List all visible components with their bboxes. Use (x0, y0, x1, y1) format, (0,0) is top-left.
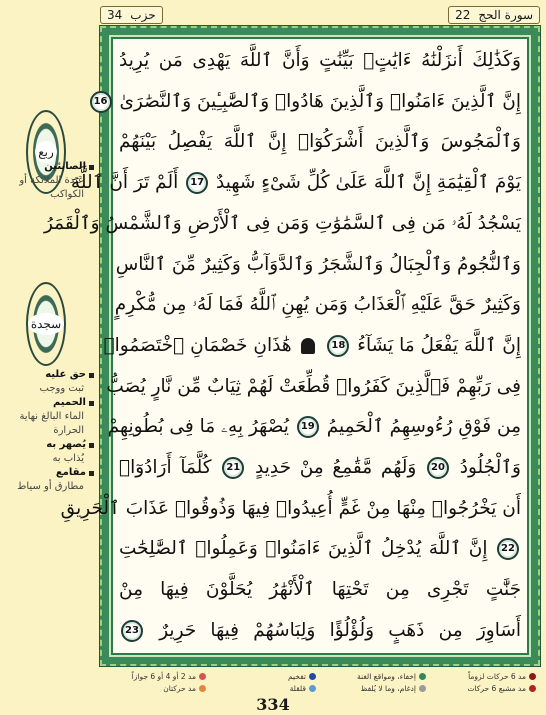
text-line (119, 448, 521, 488)
verse-text: كُلَّمَآ أَرَادُوٓا۟ (119, 457, 212, 479)
legend-item (320, 682, 430, 694)
legend-color-dot-icon (419, 673, 426, 680)
legend-label: مد 6 حركات لزوماً (468, 671, 526, 681)
note-term (4, 438, 94, 452)
page-number: 334 (256, 695, 290, 714)
hizb-box (100, 6, 163, 24)
text-line (119, 529, 521, 569)
verse-text: وَٱلنُّجُومُ وَٱلْجِبَالُ وَٱلشَّجَرُ وَٱلدَّوَآبُّ وَكَثِيرٌ مِّنَ ٱلنَّاسِ (115, 253, 521, 275)
legend-color-dot-icon (529, 673, 536, 680)
legend-label: إخفاء، ومواقع الغنة (357, 671, 416, 681)
legend-color-dot-icon (309, 673, 316, 680)
note-term (4, 368, 94, 382)
surah-label: سورة الحج (478, 8, 533, 22)
note-gloss: مطارق أو سياط (17, 481, 84, 492)
note-gloss: ثبت ووجب (39, 383, 84, 394)
note-term (4, 396, 94, 410)
note-term (4, 466, 94, 480)
verse-text: أَلَمْ تَرَ أَنَّ ٱللَّهَ (70, 172, 179, 194)
ayah-number-marker: 21 (222, 457, 244, 479)
note-term-text: يُصهر به (46, 439, 86, 450)
note-gloss: يُذاب به (52, 453, 84, 464)
verse-text: يَوْمَ ٱلْقِيَٰمَةِ إِنَّ ٱللَّهَ عَلَىٰ كُلِّ شَىْءٍ شَهِيدٌ (216, 172, 521, 194)
ayah-number-marker: 22 (497, 538, 519, 560)
note-gloss: عَبَدة الملائكة أو الكواكب (19, 175, 84, 200)
legend-label: مد مشبع 6 حركات (467, 683, 526, 693)
text-line (106, 367, 521, 407)
ayah-number-marker: 17 (186, 172, 208, 194)
text-line (119, 41, 521, 81)
page-margin (0, 26, 96, 666)
verse-text: يَسْجُدُ لَهُۥ مَن فِى ٱلسَّمَٰوَٰتِ وَمَن فِى ٱلْأَرْضِ وَٱلشَّمْسُ وَٱلْقَمَرُ (43, 212, 521, 234)
sajda-icon (301, 338, 315, 354)
text-line (60, 489, 521, 529)
note-term-text: حق عليه (45, 369, 86, 380)
legend-label: إدغام، وما لا يُلفظ (360, 683, 416, 693)
verse-text: هَٰذَانِ خَصْمَانِ ٱخْتَصَمُوا۟ (103, 334, 292, 356)
verse-text: جَنَّٰتٍ تَجْرِى مِن تَحْتِهَا ٱلْأَنْهَٰرُ يُحَلَّوْنَ فِيهَا مِنْ (119, 579, 521, 601)
hizb-number: 34 (107, 8, 123, 22)
quarter-marker-label: ربع (35, 141, 57, 163)
note-gloss: الماء البالغ نهاية الحرارة (19, 411, 84, 436)
verse-text: وَٱلْمَجُوسَ وَٱلَّذِينَ أَشْرَكُوٓا۟ إِنَّ ٱللَّهَ يَفْصِلُ بَيْنَهُمْ (119, 131, 521, 153)
legend-item (210, 682, 320, 694)
legend-label: مد 2 أو 4 أو 6 جوازاً (131, 671, 196, 681)
text-line (119, 570, 521, 610)
legend-color-dot-icon (309, 685, 316, 692)
note-term-text: الحميم (52, 397, 86, 408)
verse-text: وَكَثِيرٌ حَقَّ عَلَيْهِ ٱلْعَذَابُ وَمَن يُهِنِ ٱللَّهُ فَمَا لَهُۥ مِن مُّكْرِمٍ (114, 294, 521, 316)
page-header (100, 4, 540, 26)
sajda-marker-label: سجدة (28, 313, 64, 335)
verse-text: مِن فَوْقِ رُءُوسِهِمُ ٱلْحَمِيمُ (326, 416, 521, 438)
verse-text: وَكَذَٰلِكَ أَنزَلْنَٰهُ ءَايَٰتٍۭ بَيِّنَٰتٍ وَأَنَّ ٱللَّهَ يَهْدِى مَن يُرِيدُ (119, 50, 521, 71)
verse-text: وَلَهُم مَّقَٰمِعُ مِنْ حَدِيدٍ (255, 457, 417, 479)
text-line (43, 204, 521, 244)
verse-text: يُصْهَرُ بِهِۦ مَا فِى بُطُونِهِمْ (107, 416, 289, 438)
legend-label: مد حركتان (163, 683, 196, 693)
tajweed-legend (100, 670, 540, 694)
margin-notes-bottom (4, 368, 94, 494)
hizb-label: حزب (130, 8, 156, 22)
text-line (115, 245, 521, 285)
text-line (119, 122, 521, 162)
verse-text: إِنَّ ٱللَّهَ يَفْعَلُ مَا يَشَآءُ (357, 334, 521, 356)
ayah-number-marker: 16 (90, 91, 112, 113)
legend-item (210, 670, 320, 682)
text-line (114, 285, 521, 325)
verse-text: أَسَاوِرَ مِن ذَهَبٍ وَلُؤْلُؤًا وَلِبَاسُهُمْ فِيهَا حَرِيرٌ (159, 619, 521, 641)
legend-item (430, 682, 540, 694)
note-term-text: الصابئين (44, 161, 86, 172)
verse-text: فِى رَبِّهِمْ فَٱلَّذِينَ كَفَرُوا۟ قُطِّعَتْ لَهُمْ ثِيَابٌ مِّن نَّارٍ يُصَبُّ (106, 375, 521, 397)
ayah-number-marker: 19 (297, 416, 319, 438)
text-line (70, 163, 521, 203)
note-term-text: مقامع (55, 467, 86, 478)
legend-label: قلقلة (289, 683, 306, 693)
verse-text: وَٱلْجُلُودُ (459, 457, 521, 479)
legend-label: تفخيم (288, 671, 306, 681)
verse-text: إِنَّ ٱلَّذِينَ ءَامَنُوا۟ وَٱلَّذِينَ هَادُوا۟ وَٱلصَّٰبِـِٔينَ وَٱلنَّصَٰرَىٰ (119, 90, 521, 112)
ayah-number-marker: 18 (327, 335, 349, 357)
legend-item (100, 682, 210, 694)
verse-text: أَن يَخْرُجُوا۟ مِنْهَا مِنْ غَمٍّ أُعِيدُوا۟ فِيهَا وَذُوقُوا۟ عَذَابَ ٱلْحَرِيقِ (60, 497, 521, 519)
surah-box (448, 6, 540, 24)
legend-item (100, 670, 210, 682)
ayah-number-marker: 20 (427, 457, 449, 479)
legend-color-dot-icon (529, 685, 536, 692)
legend-item (320, 670, 430, 682)
surah-page: 22 (455, 8, 471, 22)
sajda-marker-icon (16, 276, 76, 372)
legend-item (430, 670, 540, 682)
text-line (107, 407, 521, 447)
legend-color-dot-icon (419, 685, 426, 692)
legend-color-dot-icon (199, 685, 206, 692)
text-line (119, 611, 521, 651)
text-line (103, 326, 521, 366)
ayah-number-marker: 23 (121, 620, 143, 642)
legend-color-dot-icon (199, 673, 206, 680)
verse-text: إِنَّ ٱللَّهَ يُدْخِلُ ٱلَّذِينَ ءَامَنُوا۟ وَعَمِلُوا۟ ٱلصَّٰلِحَٰتِ (119, 538, 488, 560)
text-line (93, 82, 521, 122)
